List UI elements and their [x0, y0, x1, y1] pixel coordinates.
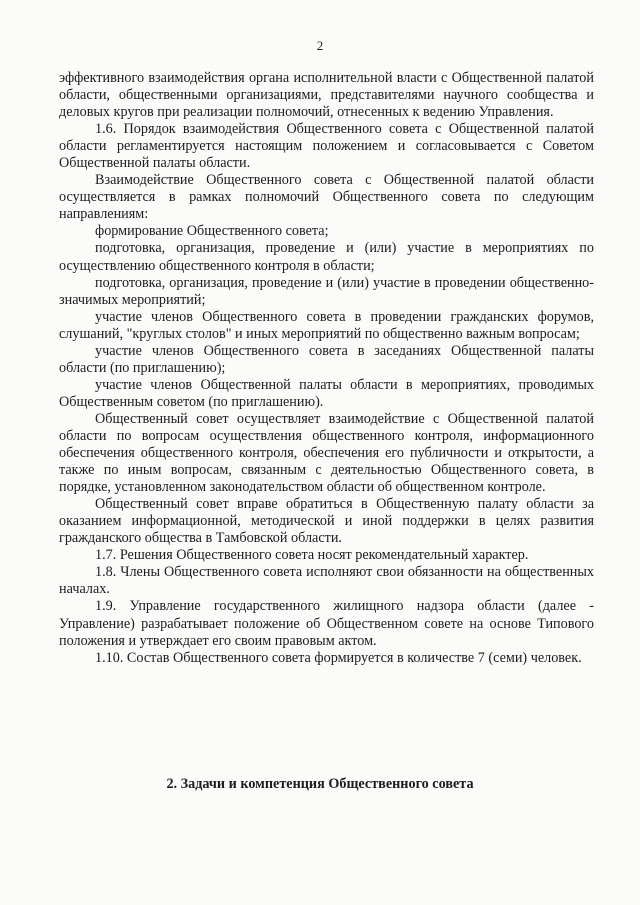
page-number: 2: [316, 38, 324, 53]
list-item-forums: участие членов Общественного совета в проведении гражданских форумов, слушаний, "круглых столов" и иных мероприятий по общественно важным вопросам;: [59, 308, 594, 342]
list-item-formation: формирование Общественного совета;: [95, 223, 329, 240]
list-item-chamber-sessions: участие членов Общественного совета в заседаниях Общественной палаты области (по приглашению);: [59, 342, 594, 376]
list-item-public-control: подготовка, организация, проведение и (или) участие в мероприятиях по осуществлению общественного контроля в области;: [59, 240, 594, 274]
paragraph-1-8: 1.8. Члены Общественного совета исполняют свои обязанности на общественных началах.: [59, 564, 594, 598]
paragraph-council-support: Общественный совет вправе обратиться в Общественную палату области за оказанием информационной, методической и иной поддержки в целях развития гражданского общества в Тамбовской области.: [59, 496, 594, 547]
paragraph-1-10: 1.10. Состав Общественного совета формируется в количестве 7 (семи) человек.: [95, 649, 582, 666]
document-body: [59, 70, 594, 667]
paragraph-interaction-intro: Взаимодействие Общественного совета с Общественной палатой области осуществляется в рамках полномочий Общественного совета по следующим направлениям:: [59, 172, 594, 223]
paragraph-1-9: 1.9. Управление государственного жилищного надзора области (далее - Управление) разрабатывает положение об Общественном совете на основе Типового положения и утверждает его своим правовым актом.: [59, 598, 594, 649]
list-item-council-events: участие членов Общественной палаты области в мероприятиях, проводимых Общественным советом (по приглашению).: [59, 376, 594, 410]
paragraph-1-6: 1.6. Порядок взаимодействия Общественного совета с Общественной палатой области регламентируется настоящим положением и согласовывается с Советом Общественной палаты области.: [59, 121, 594, 172]
list-item-public-events: подготовка, организация, проведение и (или) участие в проведении общественно-значимых мероприятий;: [59, 274, 594, 308]
paragraph-1-7: 1.7. Решения Общественного совета носят рекомендательный характер.: [95, 547, 529, 564]
section-heading: 2. Задачи и компетенция Общественного совета: [166, 776, 474, 792]
paragraph-council-interaction: Общественный совет осуществляет взаимодействие с Общественной палатой области по вопросам осуществления общественного контроля, информационного обеспечения общественного контроля, обеспечения его публичности и открытости, а также по иным вопросам, связанным с деятельностью Общественного совета, в порядке, установленном законодательством области об общественном контроле.: [59, 410, 594, 496]
paragraph-continuation: эффективного взаимодействия органа исполнительной власти с Общественной палатой области, общественными организациями, представителями научного сообщества и деловых кругов при реализации полномочий, отнесенных к ведению Управления.: [59, 70, 594, 121]
